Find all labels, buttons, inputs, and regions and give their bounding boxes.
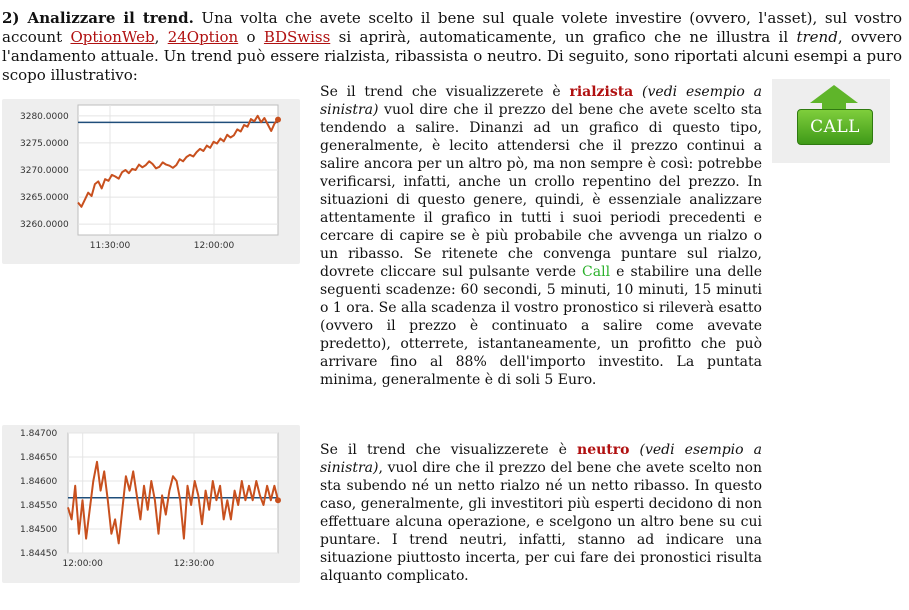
call-button[interactable]: CALL [797,109,873,145]
call-word: Call [582,264,611,280]
y-tick-label: 1.84600 [20,477,58,487]
bullish-text-2: vuol dire che il prezzo del bene che avete scelto sta tendendo a salire. Dinanzi ad un grafico di questo tipo, generalmente, è lecito attendersi che il prezzo continui a salire ancora per un altro pò, ma non sempre è così: potrebbe verificarsi, infatti, anche un crollo repentino del prezzo. In situazioni di questo genere, quindi, è essenziale analizzare attentamente il grafico in tutti i suoi periodi precedenti e cercare di capire se è più probabile che avvenga un rialzo o un ribasso. Se ritenete che convenga puntare sul rialzo, dovrete cliccare sul pulsante verde [320,102,762,280]
neutral-text-2: , vuol dire che il prezzo del bene che avete scelto non sta subendo né un netto rialzo né un netto ribasso. In questo caso, generalmente, gli investitori più esperti decidono di non effettuare alcuna operazione, e scelgono un altro bene su cui puntare. I trend neutri, infatti, stanno ad indicare una situazione piuttosto incerta, per cui fare dei pronostici risulta alquanto complicato. [320,460,762,584]
x-tick-label: 12:00:00 [62,559,103,569]
intro-trend-word: trend [796,28,838,46]
y-tick-label: 1.84450 [20,549,58,559]
intro-text-2: si aprirà, automaticamente, un grafico che ne illustra il [330,28,797,46]
bullish-chart [2,99,300,264]
bdswiss-link[interactable]: BDSwiss [263,28,331,46]
neutral-text-1: Se il trend che visualizzerete è [320,442,578,458]
y-tick-label: 3275.0000 [20,138,69,149]
neutral-chart [2,425,300,583]
bullish-text-3: e stabilire una delle seguenti scadenze: 60 secondi, 5 minuti, 10 minuti, 15 minuti o 1 ora. Se alla scadenza il vostro pronostico si rileverà esatto (ovvero il prezzo è continuato a salire come avevate predetto), otterrete, istantaneamente, un profitto che può arrivare fino al 88% dell'importo investito. La puntata minima, generalmente è di soli 5 Euro. [320,264,763,388]
intro-sep-1: , [154,28,168,46]
x-tick-label: 12:00:00 [193,241,235,251]
y-tick-label: 3265.0000 [20,193,69,204]
optionweb-link[interactable]: OptionWeb [70,28,155,46]
bullish-keyword: rialzista [569,84,634,100]
neutral-chart-svg [2,425,300,583]
y-tick-label: 1.84550 [20,501,58,511]
y-tick-label: 3270.0000 [20,166,69,176]
intro-heading: 2) Analizzare il trend. [2,9,194,27]
last-price-marker [275,497,281,503]
neutral-paragraph [320,441,762,585]
bullish-paragraph [320,83,762,389]
bullish-see-left: (vedi esempio a sinistra) [320,84,762,118]
x-tick-label: 12:30:00 [173,559,215,569]
neutral-keyword: neutro [577,442,630,458]
intro-paragraph [2,9,902,85]
24option-link[interactable]: 24Option [167,28,239,46]
y-tick-label: 1.84650 [20,453,58,463]
bullish-chart-svg [2,99,300,264]
intro-text-1: Una volta che avete scelto il bene sul quale volete investire (ovvero, l'asset), sul vostro account [2,9,903,46]
intro-sep-2: o [238,28,264,46]
neutral-see-left: (vedi esempio a sinistra) [320,442,762,476]
y-tick-label: 3260.0000 [20,220,69,231]
bullish-text-1: Se il trend che visualizzerete è [320,84,570,100]
last-price-marker [275,117,281,123]
y-tick-label: 3280.0000 [20,111,69,122]
call-button-graphic [772,79,890,163]
x-tick-label: 11:30:00 [89,241,131,251]
y-tick-label: 1.84700 [20,429,58,439]
y-tick-label: 1.84500 [20,525,58,535]
intro-text-3: , ovvero l'andamento attuale. Un trend può essere rialzista, ribassista o neutro. Di seguito, sono riportati alcuni esempi a puro scopo illustrativo: [2,28,902,84]
